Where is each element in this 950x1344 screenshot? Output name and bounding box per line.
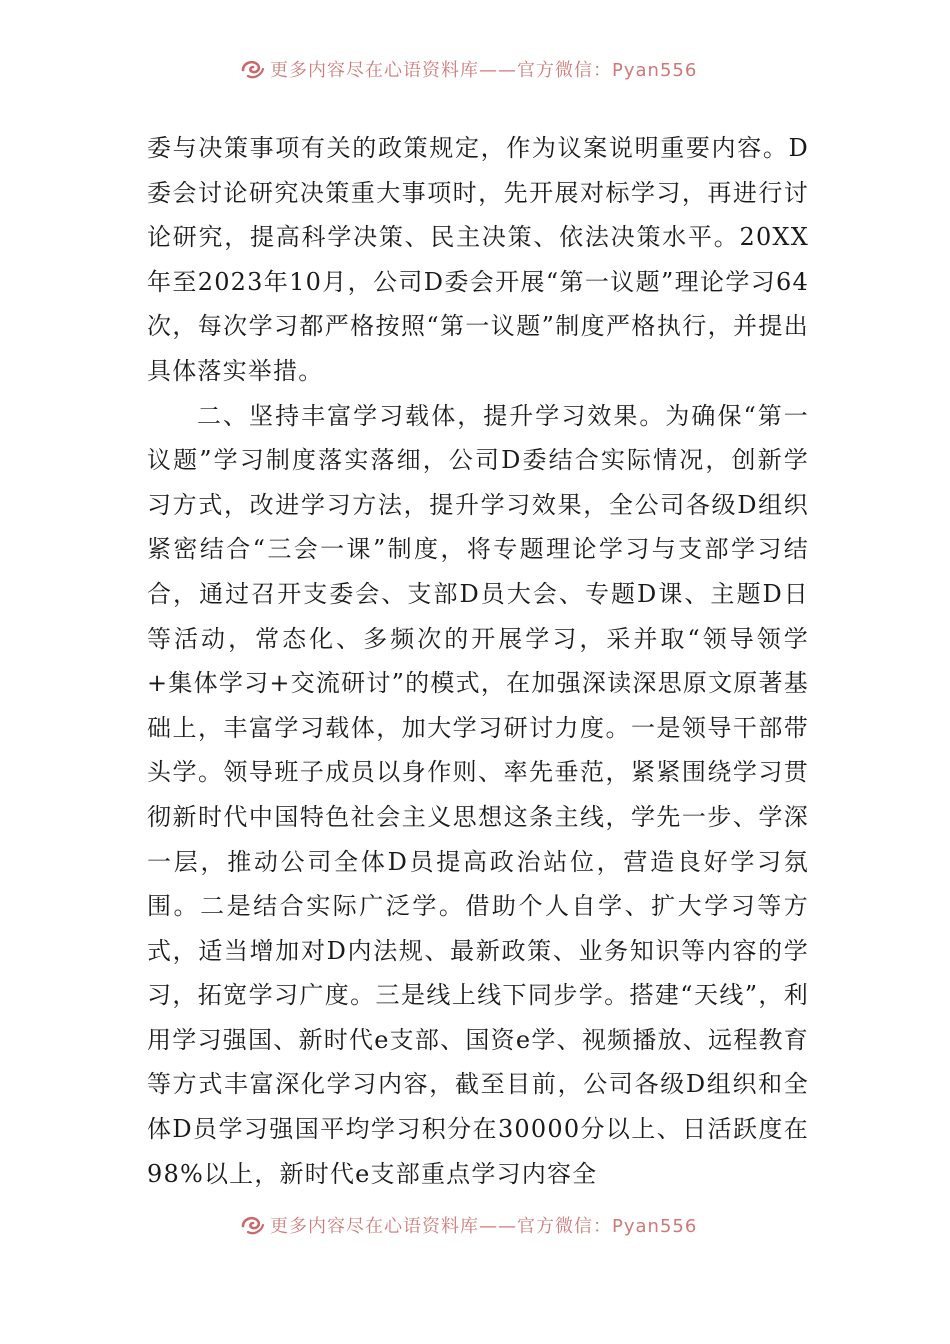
paragraph-2: 二、坚持丰富学习载体，提升学习效果。为确保“第一议题”学习制度落实落细，公司D委结合实际情况，创新学习方式，改进学习方法，提升学习效果，全公司各级D组织紧密结合“三会一课”制度，将专题理论学习与支部学习结合，通过召开支委会、支部D员大会、专题D课、主题D日等活动，常态化、多频次的开展学习，采并取“领导领学+集体学习+交流研讨”的模式，在加强深读深思原文原著基础上，丰富学习载体，加大学习研讨力度。一是领导干部带头学。领导班子成员以身作则、率先垂范，紧紧围绕学习贯彻新时代中国特色社会主义思想这条主线，学先一步、学深一层，推动公司全体D员提高政治站位，营造良好学习氛围。二是结合实际广泛学。借助个人自学、扩大学习等方式，适当增加对D内法规、最新政策、业务知识等内容的学习，拓宽学习广度。三是线上线下同步学。搭建“天线”，利用学习强国、新时代e支部、国资e学、视频播放、远程教育等方式丰富深化学习内容，截至目前，公司各级D组织和全体D员学习强国平均学习积分在30000分以上、日活跃度在98%以上，新时代e支部重点学习内容全	[147, 401, 809, 1188]
watermark-text: 更多内容尽在心语资料库——官方微信：Pyan556	[270, 60, 698, 80]
document-body	[147, 126, 809, 1196]
footer-watermark	[0, 1208, 950, 1236]
header-watermark	[0, 52, 950, 80]
watermark-text: 更多内容尽在心语资料库——官方微信：Pyan556	[270, 1216, 698, 1236]
swirl-logo-icon	[240, 58, 266, 80]
paragraph-1: 委与决策事项有关的政策规定，作为议案说明重要内容。D委会讨论研究决策重大事项时，先开展对标学习，再进行讨论研究，提高科学决策、民主决策、依法决策水平。20XX年至2023年10月，公司D委会开展“第一议题”理论学习64次，每次学习都严格按照“第一议题”制度严格执行，并提出具体落实举措。	[147, 134, 809, 385]
swirl-logo-icon	[240, 1214, 266, 1236]
